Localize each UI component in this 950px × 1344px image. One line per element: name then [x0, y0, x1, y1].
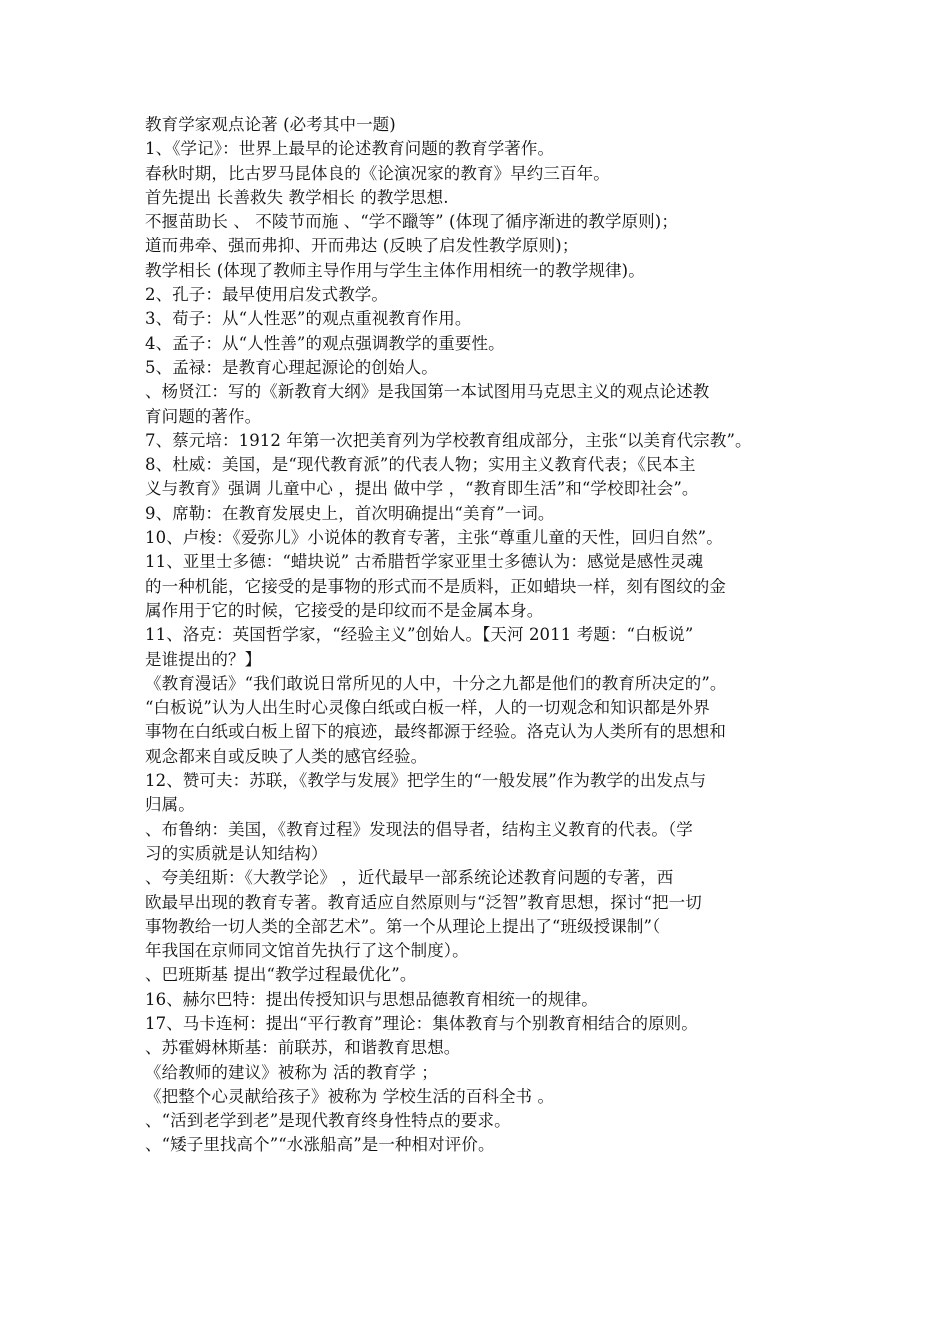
- text-line: 《给教师的建议》被称为 活的教育学 ；: [145, 1062, 438, 1082]
- text-line: 11、洛克：英国哲学家，“经验主义”创始人。【天河 2011 考题：“白板说”: [145, 625, 694, 645]
- text-line: 育问题的著作。: [145, 406, 262, 426]
- text-line: 2、孔子：最早使用启发式教学。: [145, 285, 388, 305]
- text-line: 1、《学记》：世界上最早的论述教育问题的教育学著作。: [145, 139, 555, 159]
- text-line: 16、赫尔巴特：提出传授知识与思想品德教育相统一的规律。: [145, 989, 598, 1009]
- text-line: 事物在白纸或白板上留下的痕迹，最终都源于经验。洛克认为人类所有的思想和: [145, 722, 726, 742]
- text-line: 、夸美纽斯：《大教学论》 ，近代最早一部系统论述教育问题的专著，西: [145, 868, 674, 888]
- document-title: 教育学家观点论著 (必考其中一题): [145, 115, 396, 134]
- text-line: 8、杜威：美国，是“现代教育派”的代表人物；实用主义教育代表；《民本主: [145, 455, 696, 475]
- text-line: 习的实质就是认知结构）: [145, 843, 328, 863]
- text-line: 首先提出 长善救失 教学相长 的教学思想.: [145, 187, 449, 207]
- document-body: [145, 113, 815, 1158]
- text-line: 、苏霍姆林斯基：前联苏，和谐教育思想。: [145, 1038, 461, 1058]
- text-line: 是谁提出的？】: [145, 649, 262, 669]
- text-line: 教学相长 (体现了教师主导作用与学生主体作用相统一的教学规律)。: [145, 260, 645, 280]
- text-line: 《教育漫话》“我们敢说日常所见的人中，十分之九都是他们的教育所决定的”。: [145, 673, 727, 693]
- text-line: 事物教给一切人类的全部艺术”。第一个从理论上提出了“班级授课制”（: [145, 916, 661, 936]
- text-line: “白板说”认为人出生时心灵像白纸或白板一样，人的一切观念和知识都是外界: [145, 698, 710, 718]
- text-line: 、杨贤江：写的《新教育大纲》是我国第一本试图用马克思主义的观点论述教: [145, 382, 710, 402]
- text-line: 观念都来自或反映了人类的感官经验。: [145, 746, 428, 766]
- text-line: 12、赞可夫：苏联，《教学与发展》把学生的“一般发展”作为教学的出发点与: [145, 771, 707, 791]
- text-line: 5、孟禄：是教育心理起源论的创始人。: [145, 357, 438, 377]
- text-line: 欧最早出现的教育专著。教育适应自然原则与“泛智”教育思想，探讨“把一切: [145, 892, 702, 912]
- text-line: 、“矮子里找高个”“水涨船高”是一种相对评价。: [145, 1135, 495, 1155]
- text-line: 义与教育》强调 儿童中心 ，提出 做中学 ，“教育即生活”和“学校即社会”。: [145, 479, 699, 499]
- text-line: 归属。: [145, 795, 195, 815]
- text-line: 17、马卡连柯：提出“平行教育”理论：集体教育与个别教育相结合的原则。: [145, 1013, 698, 1033]
- text-line: 、布鲁纳：美国，《教育过程》发现法的倡导者，结构主义教育的代表。（学: [145, 819, 693, 839]
- text-line: 、“活到老学到老”是现代教育终身性特点的要求。: [145, 1111, 511, 1131]
- text-line: 年我国在京师同文馆首先执行了这个制度）。: [145, 941, 469, 961]
- text-line: 7、蔡元培：1912 年第一次把美育列为学校教育组成部分，主张“以美育代宗教”。: [145, 430, 752, 450]
- text-line: 属作用于它的时候，它接受的是印纹而不是金属本身。: [145, 600, 544, 620]
- text-line: 春秋时期，比古罗马昆体良的《论演况家的教育》早约三百年。: [145, 163, 610, 183]
- text-line: 《把整个心灵献给孩子》被称为 学校生活的百科全书 。: [145, 1086, 555, 1106]
- text-line: 不揠苗助长 、 不陵节而施 、“学不躐等” (体现了循序渐进的教学原则)；: [145, 212, 678, 232]
- text-line: 的一种机能，它接受的是事物的形式而不是质料，正如蜡块一样，刻有图纹的金: [145, 576, 726, 596]
- text-line: 道而弗牵、强而弗抑、开而弗达 (反映了启发性教学原则)；: [145, 236, 579, 256]
- text-line: 3、荀子：从“人性恶”的观点重视教育作用。: [145, 309, 472, 329]
- text-line: 4、孟子：从“人性善”的观点强调教学的重要性。: [145, 333, 505, 353]
- text-line: 9、席勒：在教育发展史上，首次明确提出“美育”一词。: [145, 503, 555, 523]
- text-line: 10、卢梭：《爱弥儿》小说体的教育专著，主张“尊重儿童的天性，回归自然”。: [145, 528, 723, 548]
- text-line: 、巴班斯基 提出“教学过程最优化”。: [145, 965, 417, 985]
- text-line: 11、亚里士多德：“蜡块说” 古希腊哲学家亚里士多德认为：感觉是感性灵魂: [145, 552, 704, 572]
